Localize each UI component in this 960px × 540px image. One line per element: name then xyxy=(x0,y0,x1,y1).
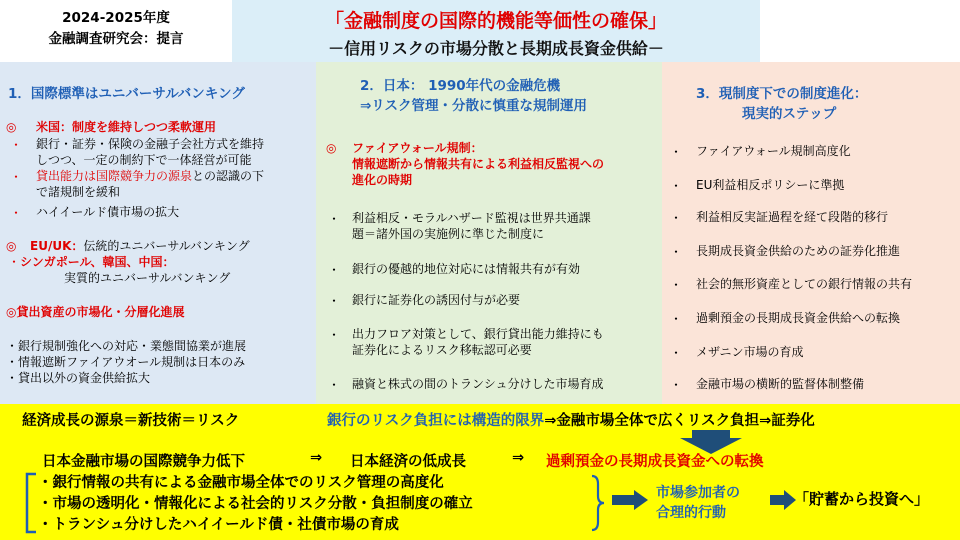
bullet-mark: ◎ xyxy=(6,239,17,253)
bullet-dot: ・ xyxy=(328,378,341,392)
us-point-2b: で諸規制を緩和 xyxy=(36,185,121,199)
loan-point-2: ・情報遮断ファイアウオール規制は日本のみ xyxy=(6,355,246,369)
bullet-dot: ・ xyxy=(670,278,683,292)
eu-title: EU/UK： xyxy=(30,239,84,253)
bullet-dot: ・ xyxy=(670,245,683,259)
summary-panel xyxy=(0,404,960,540)
eu-line xyxy=(30,238,250,254)
step-2: EU利益相反ポリシーに準拠 xyxy=(696,178,845,192)
column-japan xyxy=(316,62,662,404)
column-international xyxy=(0,62,316,404)
japan-point-4a: 出力フロア対策として、銀行貸出能力維持にも xyxy=(352,327,604,341)
competitiveness-decline: 日本金融市場の国際競争力低下 xyxy=(42,454,245,470)
left-bracket-icon xyxy=(24,472,38,534)
asia-line: ・シンガポール、韓国、中国： xyxy=(8,255,175,269)
arrow-2: ⇒ xyxy=(512,450,525,466)
market-risk-sharing: ⇒金融市場全体で広くリスク負担⇒証券化 xyxy=(544,413,815,429)
us-point-1a: 銀行・証券・保険の金融子会社方式を維持 xyxy=(36,137,265,151)
col1-heading: 1．国際標準はユニバーサルバンキング xyxy=(8,86,245,102)
rational-behavior: 合理的行動 xyxy=(656,505,726,521)
japan-point-2: 銀行の優越的地位対応には情報共有が有効 xyxy=(352,262,581,276)
loan-market-title: ◎貸出資産の市場化・分層化進展 xyxy=(6,305,185,319)
us-point-2-rest: との認識の下 xyxy=(192,169,265,183)
bullet-dot: ・ xyxy=(10,170,23,184)
col3-heading-1: 3．現制度下での制度進化： xyxy=(696,86,868,102)
bullet-dot: ・ xyxy=(328,328,341,342)
eu-rest: 伝統的ユニバーサルバンキング xyxy=(83,239,250,253)
step-1: ファイアウォール規制高度化 xyxy=(696,144,851,158)
us-title: 米国：制度を維持しつつ柔軟運用 xyxy=(36,120,217,134)
policy-bullet-2: ・市場の透明化・情報化による社会的リスク分散・負担制度の確立 xyxy=(38,496,473,512)
col2-heading-1: 2．日本： 1990年代の金融危機 xyxy=(360,78,561,94)
fiscal-year: 2024-2025年度 xyxy=(62,10,170,26)
japan-point-4b: 証券化によるリスク移転認可必要 xyxy=(352,343,532,357)
bullet-dot: ・ xyxy=(670,179,683,193)
bullet-dot: ・ xyxy=(670,312,683,326)
page-subtitle: －信用リスクの市場分散と長期成長資金供給－ xyxy=(328,39,664,58)
policy-bullet-1: ・銀行情報の共有による金融市場全体でのリスク管理の高度化 xyxy=(38,475,444,491)
firewall-desc-1: 情報遮断から情報共有による利益相反監視への xyxy=(352,157,605,171)
right-brace-icon xyxy=(590,474,606,532)
firewall-title: ファイアウォール規制： xyxy=(352,141,483,155)
col3-heading-2: 現実的ステップ xyxy=(742,106,837,122)
bullet-dot: ・ xyxy=(10,138,23,152)
japan-point-1a: 利益相反・モラルハザード監視は世界共通課 xyxy=(352,211,591,225)
step-8: 金融市場の横断的監督体制整備 xyxy=(696,377,865,391)
arrow-1: ⇒ xyxy=(310,450,323,466)
header-left xyxy=(0,0,232,62)
bullet-dot: ・ xyxy=(670,145,683,159)
firewall-desc-2: 進化の時期 xyxy=(352,173,413,187)
right-arrow-icon xyxy=(612,490,648,510)
japan-point-5: 融資と株式の間のトランシュ分けした市場育成 xyxy=(352,377,604,391)
japan-point-1b: 題＝諸外国の実施例に準じた制度に xyxy=(352,227,545,241)
bank-risk-limit: 銀行のリスク負担には構造的限界 xyxy=(327,413,545,429)
bullet-dot: ・ xyxy=(10,206,23,220)
risk-limit-line xyxy=(327,409,815,430)
asia-title: シンガポール、韓国、中国： xyxy=(20,255,175,269)
policy-bullet-3: ・トランシュ分けしたハイイールド債・社債市場の育成 xyxy=(38,517,399,533)
us-point-3: ハイイールド債市場の拡大 xyxy=(36,205,180,219)
page-title: 「金融制度の国際的機能等価性の確保」 xyxy=(324,10,667,32)
asia-desc: 実質的ユニバーサルバンキング xyxy=(64,271,231,285)
bullet-dot: ・ xyxy=(328,263,341,277)
savings-to-investment: 「貯蓄から投資へ」 xyxy=(794,490,930,508)
bullet-dot: ・ xyxy=(328,294,341,308)
market-participants: 市場参加者の xyxy=(656,485,740,501)
loan-point-1: ・銀行規制強化への対応・業態間協業が進展 xyxy=(6,339,247,353)
right-arrow-icon xyxy=(770,490,796,510)
bullet-dot: ・ xyxy=(670,346,683,360)
bullet-mark: ◎ xyxy=(326,141,337,155)
step-6: 過剰預金の長期成長資金供給への転換 xyxy=(696,311,901,325)
column-steps xyxy=(662,62,960,404)
us-point-2 xyxy=(36,168,264,184)
step-7: メザニン市場の育成 xyxy=(696,345,804,359)
deposit-conversion: 過剰預金の長期成長資金への転換 xyxy=(546,454,764,470)
header-banner xyxy=(232,0,760,62)
low-growth: 日本経済の低成長 xyxy=(350,454,466,470)
organization: 金融調査研究会：提言 xyxy=(48,31,184,47)
growth-source: 経済成長の源泉＝新技術＝リスク xyxy=(22,413,240,429)
step-5: 社会的無形資産としての銀行情報の共有 xyxy=(696,277,913,291)
bullet-dot: ・ xyxy=(670,211,683,225)
step-4: 長期成長資金供給のための証券化推進 xyxy=(696,244,901,258)
us-point-2-red: 貸出能力は国際競争力の源泉 xyxy=(36,169,193,183)
col2-heading-2: ⇒リスク管理・分散に慎重な規制運用 xyxy=(360,98,588,114)
loan-point-3: ・貸出以外の資金供給拡大 xyxy=(6,371,151,385)
step-3: 利益相反実証過程を経て段階的移行 xyxy=(696,210,889,224)
bullet-dot: ・ xyxy=(328,212,341,226)
bullet-mark: ◎ xyxy=(6,120,17,134)
bullet-dot: ・ xyxy=(670,378,683,392)
japan-point-3: 銀行に証券化の誘因付与が必要 xyxy=(352,293,521,307)
us-point-1b: しつつ、一定の制約下で一体経営が可能 xyxy=(36,153,252,167)
